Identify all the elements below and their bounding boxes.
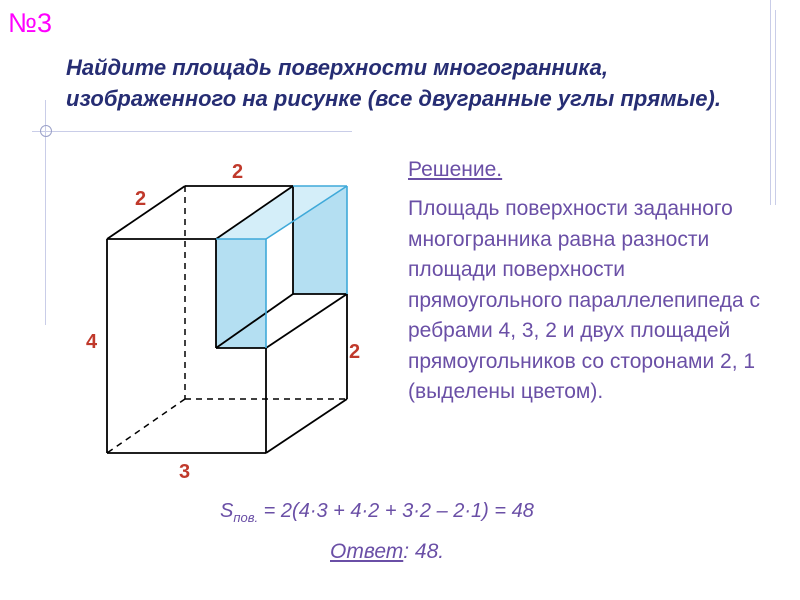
- task-statement: Найдите площадь поверхности многогранника, изображенного на рисунке (все двугранные углы прямые).: [66, 55, 721, 111]
- label-top-depth: 2: [135, 188, 147, 210]
- slide-number: №3: [8, 8, 52, 38]
- label-bottom-width: 3: [179, 461, 191, 483]
- formula-subscript: пов.: [233, 510, 259, 525]
- solution-heading: Решение.: [408, 158, 503, 181]
- formula-symbol: S: [220, 500, 234, 522]
- answer: [330, 540, 444, 564]
- formula: [220, 500, 534, 525]
- highlight-rect-front: [216, 239, 266, 348]
- label-height: 4: [86, 331, 98, 353]
- label-top-width: 2: [232, 161, 244, 183]
- formula-expression: = 2(4·3 + 4·2 + 3·2 – 2·1) = 48: [258, 500, 534, 522]
- answer-value: : 48.: [403, 540, 445, 563]
- answer-label: Ответ: [330, 540, 404, 563]
- solution-text: Площадь поверхности заданного многогранника равна разности площади поверхности прямоугольного параллелепипеда с ребрами 4, 3, 2 и двух площадей прямоугольников со сторонами 2, 1 (выделены цветом).: [408, 197, 760, 403]
- label-notch-height: 2: [349, 341, 361, 363]
